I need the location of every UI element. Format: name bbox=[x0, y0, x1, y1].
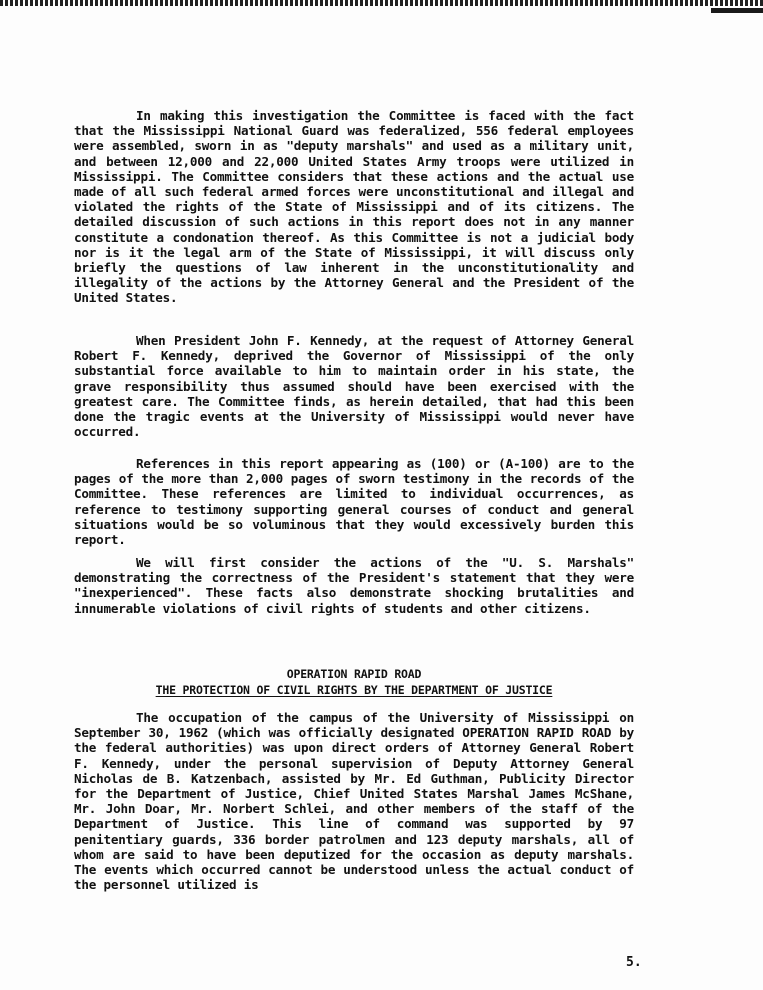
paragraph-marshals: We will first consider the actions of the "U. S. Marshals" demonstrating the correctness of the President's statement that they were "inexperienced". These facts also demonstrate shocking brutalities and innumerable violations of civil rights of students and other citizens. bbox=[74, 555, 634, 616]
paragraph-kennedy-responsibility: When President John F. Kennedy, at the request of Attorney General Robert F. Kennedy, deprived the Governor of Mississippi of the only substantial force available to him to maintain order in his state, the grave responsibility thus assumed should have been exercised with the greatest care. The Committee finds, as herein detailed, that had this been done the tragic events at the University of Mississippi would never have occurred. bbox=[74, 333, 634, 440]
paragraph-occupation: The occupation of the campus of the University of Mississippi on September 30, 1962 (which was officially designated OPERATION RAPID ROAD by the federal authorities) was upon direct orders of Attorney General Robert F. Kennedy, under the personal supervision of Deputy Attorney General Nicholas de B. Katzenbach, assisted by Mr. Ed Guthman, Publicity Director for the Department of Justice, Chief United States Marshal James McShane, Mr. John Doar, Mr. Norbert Schlei, and other members of the staff of the Department of Justice. This line of command was supported by 97 penitentiary guards, 336 border patrolmen and 123 deputy marshals, all of whom are said to have been deputized for the occasion as deputy marshals. The events which occurred cannot be understood unless the actual conduct of the personnel utilized is bbox=[74, 710, 634, 893]
paragraph-investigation: In making this investigation the Committee is faced with the fact that the Mississippi National Guard was federalized, 556 federal employees were assembled, sworn in as "deputy marshals" and used as a military unit, and between 12,000 and 22,000 United States Army troops were utilized in Mississippi. The Committee considers that these actions and the actual use made of all such federal armed forces were unconstitutional and illegal and violated the rights of the State of Mississippi and of its citizens. The detailed discussion of such actions in this report does not in any manner constitute a condonation thereof. As this Committee is not a judicial body nor is it the legal arm of the State of Mississippi, it will discuss only briefly the questions of law inherent in the unconstitutionality and illegality of the actions by the Attorney General and the President of the United States. bbox=[74, 108, 634, 306]
scan-edge-mark bbox=[711, 8, 763, 13]
paragraph-references: References in this report appearing as (100) or (A-100) are to the pages of the more than 2,000 pages of sworn testimony in the records of the Committee. These references are limited to individual occurrences, as reference to testimony supporting general courses of conduct and general situations would be so voluminous that they would excessively burden this report. bbox=[74, 456, 634, 548]
section-subheading: THE PROTECTION OF CIVIL RIGHTS BY THE DEPARTMENT OF JUSTICE bbox=[155, 683, 553, 697]
page-number: 5. bbox=[626, 955, 642, 970]
scan-top-edge bbox=[0, 0, 763, 6]
section-heading: OPERATION RAPID ROAD bbox=[286, 667, 422, 681]
